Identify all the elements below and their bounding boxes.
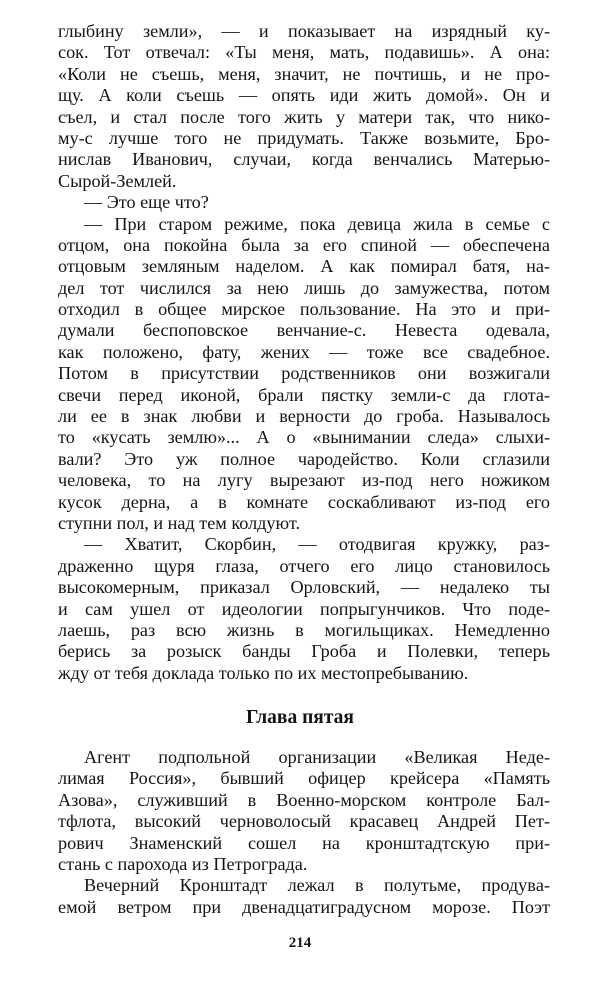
- chapter-text-block: [58, 747, 550, 918]
- text-line: щу. А коли съешь — опять иди жить домой». Он и: [58, 85, 550, 106]
- text-line: емой ветром при двенадцатиградусном морозе. Поэт: [58, 896, 550, 917]
- text-line: нислав Иванович, случаи, когда венчались Матерью-: [58, 149, 550, 170]
- text-line: лаешь, раз всю жизнь в могильщиках. Немедленно: [58, 619, 550, 640]
- text-line: отходил в общее мирское пользование. На это и при-: [58, 299, 550, 320]
- text-line: сок. Тот отвечал: «Ты меня, мать, подавишь». А она:: [58, 42, 550, 63]
- text-line: съел, и стал после того жить у матери так, что нико-: [58, 106, 550, 127]
- text-line: ли ее в знак любви и верности до гроба. Называлось: [58, 406, 550, 427]
- text-line: му-с лучше того не придумать. Также возьмите, Бро-: [58, 127, 550, 148]
- text-line: Вечерний Кронштадт лежал в полутьме, продувa-: [84, 875, 550, 896]
- text-line: берись за розыск банды Гроба и Полевки, теперь: [58, 641, 550, 662]
- text-line: то «кусать землю»... А о «вынимании следа» слыхи-: [58, 427, 550, 448]
- text-line: глыбину земли», — и показывает на изрядный ку-: [58, 21, 550, 41]
- text-line: думали беспоповское венчание-с. Невеста одевала,: [58, 320, 550, 341]
- text-line: стань с парохода из Петрограда.: [58, 853, 308, 874]
- chapter-title: Глава пятая: [246, 707, 354, 728]
- text-line: кусок дерна, а в комнате соскабливают из-под его: [58, 491, 550, 512]
- text-line: высокомерным, приказал Орловский, — недалеко ты: [58, 577, 550, 598]
- text-line: Потом в присутствии родственников они возжигали: [58, 363, 550, 384]
- text-line: как положено, фату, жених — тоже все свадебное.: [58, 341, 550, 362]
- dialogue-line: — Это еще что?: [84, 192, 209, 213]
- text-line: свечи перед иконой, брали пястку земли-с да глота-: [58, 384, 550, 405]
- text-line: дел тот числился за нею лишь до замужества, потом: [58, 277, 550, 298]
- text-line: лимая Россия», бывший офицер крейсера «Память: [58, 768, 550, 789]
- text-line: отцовым земляным наделом. А как помирал батя, на-: [58, 256, 550, 277]
- text-line: жду от тебя доклада только по их местопребыванию.: [58, 662, 469, 683]
- dialogue-line: — При старом режиме, пока девица жила в семье с: [84, 213, 550, 234]
- text-line: человека, то на лугу вырезают из-под него ножиком: [58, 470, 550, 491]
- text-line: драженно щуря глаза, отчего его лицо становилось: [58, 555, 550, 576]
- page-number: 214: [288, 935, 312, 951]
- text-line: отцом, она покойна была за его спиной — обеспечена: [58, 234, 550, 255]
- text-line: тфлота, высокий черноволосый красавец Андрей Пет-: [58, 811, 550, 832]
- text-line: вали? Это уж полное чародейство. Коли сглазили: [58, 448, 550, 469]
- text-line: Агент подпольной организации «Великая Неде-: [84, 747, 550, 767]
- text-line: ступни пол, и над тем колдуют.: [58, 512, 301, 533]
- text-line: и сам ушел от идеологии попрыгунчиков. Что поде-: [58, 598, 550, 619]
- text-line: рович Знаменский сошел на кронштадтскую при-: [58, 832, 550, 853]
- text-line: «Коли не съешь, меня, значит, не почтишь, и не про-: [58, 63, 550, 84]
- main-text-block: [58, 21, 550, 684]
- dialogue-line: — Хватит, Скорбин, — отодвигая кружку, раз-: [84, 534, 550, 555]
- text-line: Сырой-Землей.: [58, 170, 177, 191]
- text-line: Азова», служивший в Военно-морском контроле Бал-: [58, 789, 550, 810]
